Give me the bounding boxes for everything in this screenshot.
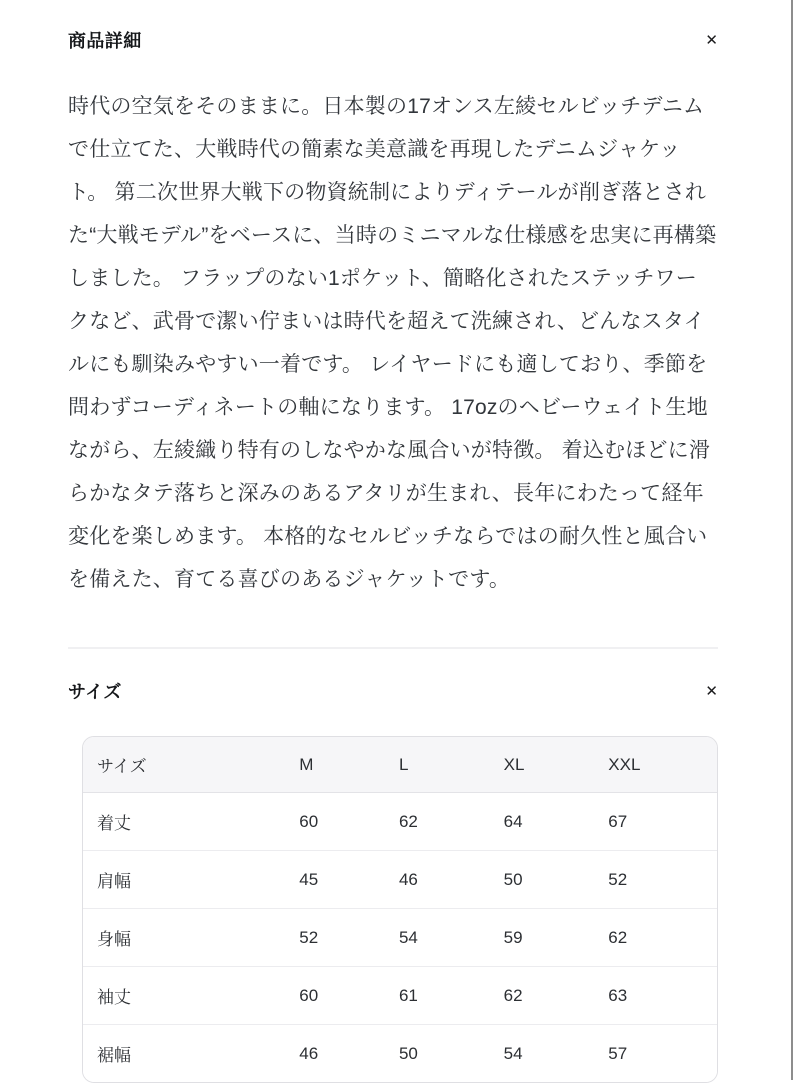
size-table bbox=[83, 737, 717, 1082]
cell-value: 52 bbox=[285, 909, 385, 967]
detail-close-button[interactable] bbox=[705, 30, 718, 49]
column-header-l: L bbox=[385, 737, 490, 793]
cell-value: 67 bbox=[594, 793, 717, 851]
product-description: 時代の空気をそのままに。日本製の17オンス左綾セルビッチデニムで仕立てた、大戦時代の簡素な美意識を再現したデニムジャケット。 第二次世界大戦下の物資統制によりディテールが削ぎ落とされた“大戦モデル”をベースに、当時のミニマルな仕様感を忠実に再構築しました。 フラップのない1ポケット、簡略化されたステッチワークなど、武骨で潔い佇まいは時代を超えて洗練され、どんなスタイルにも馴染みやすい一着です。 レイヤードにも適しており、季節を問わずコーディネートの軸になります。 17ozのヘビーウェイト生地ながら、左綾織り特有のしなやかな風合いが特徴。 着込むほどに滑らかなタテ落ちと深みのあるアタリが生まれ、長年にわたって経年変化を楽しめます。 本格的なセルビッチならではの耐久性と風合いを備えた、育てる喜びのあるジャケットです。 bbox=[68, 95, 717, 591]
cell-value: 46 bbox=[285, 1025, 385, 1083]
table-row bbox=[83, 793, 717, 851]
column-header-xl: XL bbox=[490, 737, 595, 793]
cell-value: 62 bbox=[385, 793, 490, 851]
cell-value: 63 bbox=[594, 967, 717, 1025]
cell-value: 52 bbox=[594, 851, 717, 909]
cell-value: 59 bbox=[490, 909, 595, 967]
table-row bbox=[83, 1025, 717, 1083]
detail-section-title: 商品詳細 bbox=[68, 31, 142, 51]
close-icon: ✕ bbox=[705, 30, 718, 49]
column-header-m: M bbox=[285, 737, 385, 793]
cell-value: 54 bbox=[490, 1025, 595, 1083]
cell-value: 46 bbox=[385, 851, 490, 909]
scrollbar[interactable] bbox=[791, 0, 793, 1080]
size-section-title: サイズ bbox=[68, 682, 122, 702]
cell-value: 60 bbox=[285, 793, 385, 851]
cell-value: 50 bbox=[490, 851, 595, 909]
cell-value: 45 bbox=[285, 851, 385, 909]
cell-value: 62 bbox=[594, 909, 717, 967]
cell-value: 60 bbox=[285, 967, 385, 1025]
cell-value: 64 bbox=[490, 793, 595, 851]
cell-value: 62 bbox=[490, 967, 595, 1025]
column-header-size: サイズ bbox=[83, 737, 285, 793]
size-table-header-row bbox=[83, 737, 717, 793]
cell-value: 61 bbox=[385, 967, 490, 1025]
detail-section bbox=[68, 28, 718, 601]
size-section-header bbox=[68, 679, 718, 703]
size-close-button[interactable] bbox=[705, 681, 718, 700]
row-label: 身幅 bbox=[83, 909, 285, 967]
row-label: 肩幅 bbox=[83, 851, 285, 909]
size-section bbox=[68, 679, 718, 1083]
column-header-xxl: XXL bbox=[594, 737, 717, 793]
row-label: 袖丈 bbox=[83, 967, 285, 1025]
cell-value: 50 bbox=[385, 1025, 490, 1083]
close-icon: ✕ bbox=[705, 681, 718, 700]
table-row bbox=[83, 851, 717, 909]
size-table-container bbox=[82, 736, 718, 1083]
detail-section-header bbox=[68, 28, 718, 52]
table-row bbox=[83, 967, 717, 1025]
cell-value: 54 bbox=[385, 909, 490, 967]
row-label: 着丈 bbox=[83, 793, 285, 851]
table-row bbox=[83, 909, 717, 967]
row-label: 裾幅 bbox=[83, 1025, 285, 1083]
section-divider bbox=[68, 647, 718, 649]
cell-value: 57 bbox=[594, 1025, 717, 1083]
